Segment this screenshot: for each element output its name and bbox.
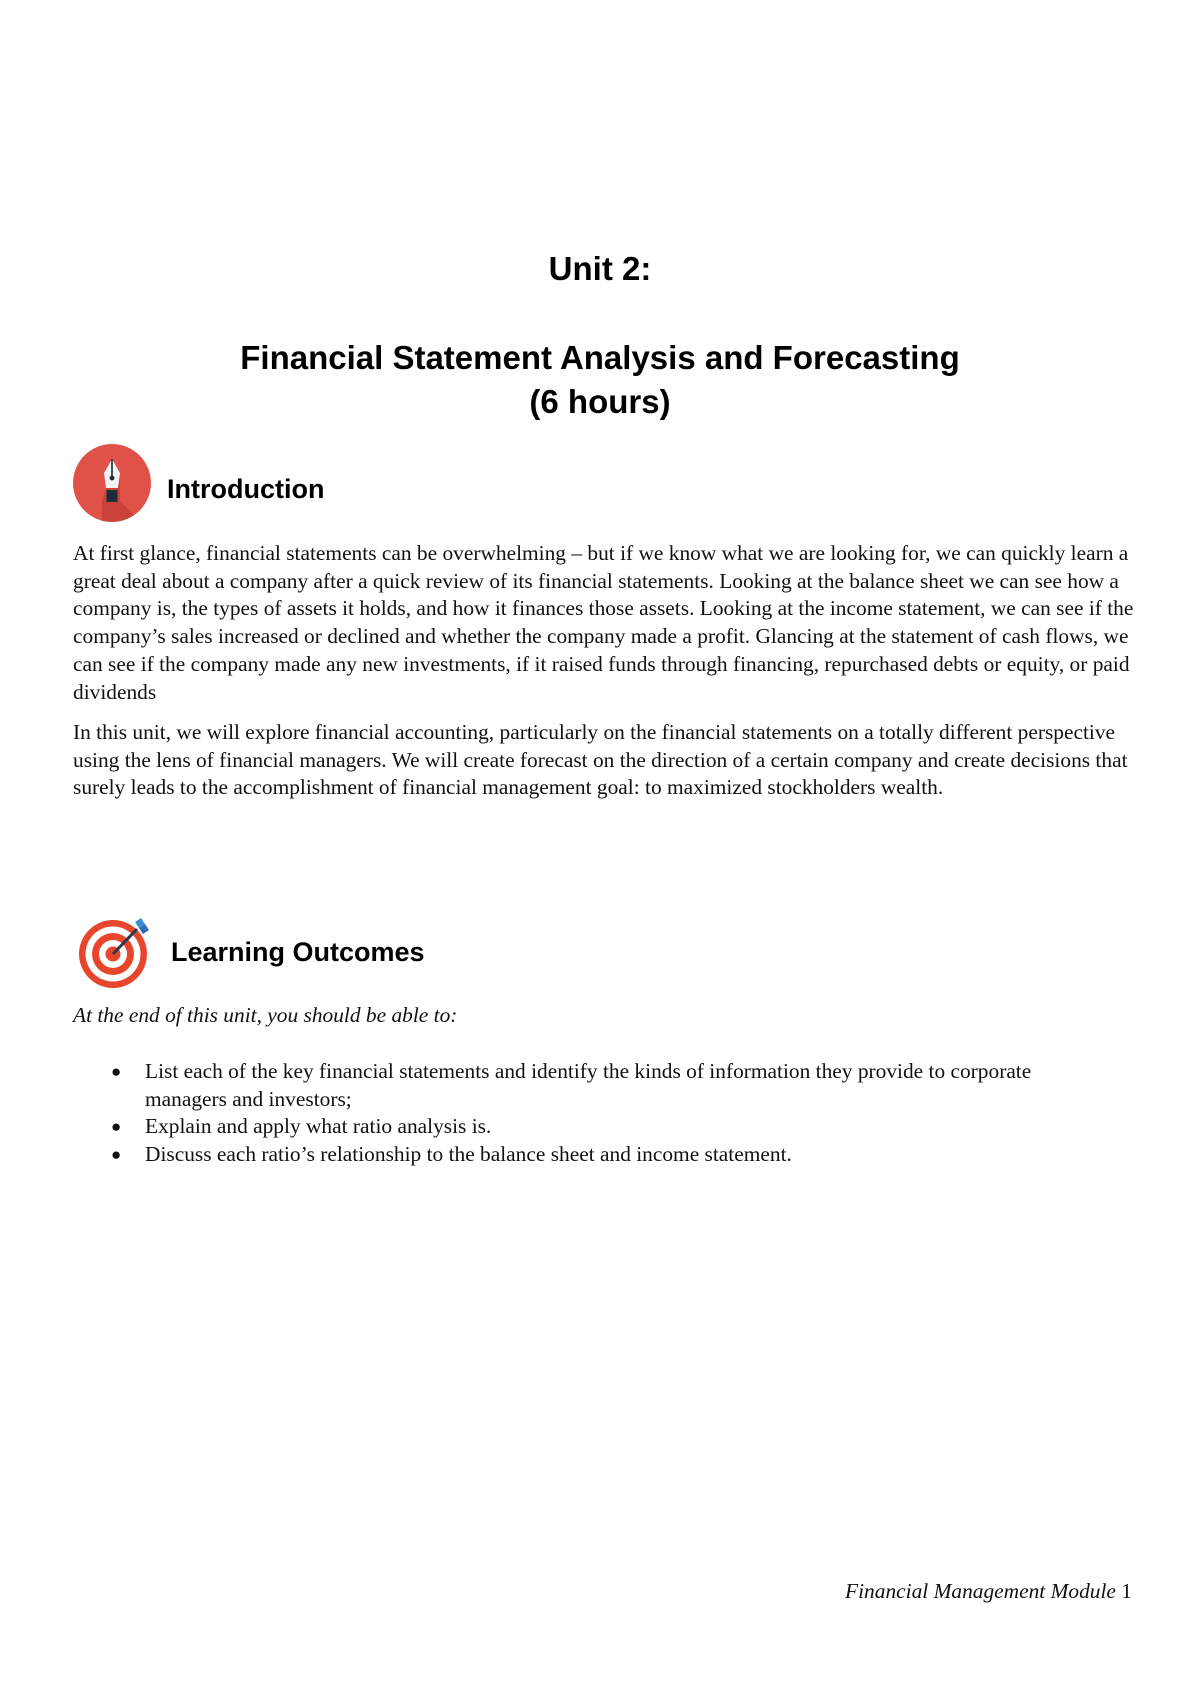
list-item [73, 1141, 1073, 1169]
introduction-paragraph-1 [73, 540, 1143, 706]
page-footer [845, 1579, 1132, 1604]
outcomes-list [73, 1058, 1073, 1169]
introduction-heading: Introduction [167, 474, 325, 504]
bullet-icon: ● [111, 1062, 122, 1081]
paragraph-text: At first glance, financial statements can be overwhelming – but if we know what we are looking for, we can quickly learn a great deal about a company after a quick review of its financial statements. Looking at the balance sheet we can see how a company is, the types of assets it holds, and how it finances those assets. Looking at the income statement, we can see if the company’s sales increased or declined and whether the company made a profit. Glancing at the statement of cash flows, we can see if the company made any new investments, if it raised funds through financing, repurchased debts or equity, or paid dividends [73, 541, 1134, 704]
target-icon [77, 912, 155, 990]
outcomes-lead-in: At the end of this unit, you should be able to: [73, 1003, 458, 1027]
list-item-text: Discuss each ratio’s relationship to the balance sheet and income statement. [145, 1142, 792, 1167]
paragraph-text: In this unit, we will explore financial accounting, particularly on the financial statements on a totally different perspective using the lens of financial managers. We will create forecast on the direction of a certain company and create decisions that surely leads to the accomplishment of financial management goal: to maximized stockholders wealth. [73, 720, 1128, 800]
main-title-duration: (6 hours) [529, 383, 671, 420]
list-item-text: List each of the key financial statements and identify the kinds of information they provide to corporate managers and investors; [145, 1059, 1032, 1111]
main-title [0, 336, 1200, 424]
main-title-line-1: Financial Statement Analysis and Forecasting [240, 339, 960, 376]
introduction-paragraph-2 [73, 719, 1143, 802]
list-item [73, 1058, 1073, 1113]
list-item [73, 1113, 1073, 1141]
unit-title: Unit 2: [548, 250, 652, 287]
page-number: 1 [1121, 1579, 1132, 1603]
bullet-icon: ● [111, 1145, 122, 1165]
pen-nib-icon [72, 443, 152, 523]
footer-label: Financial Management Module [845, 1579, 1116, 1603]
learning-outcomes-heading: Learning Outcomes [171, 937, 425, 967]
bullet-icon: ● [111, 1117, 122, 1137]
list-item-text: Explain and apply what ratio analysis is. [145, 1114, 492, 1139]
